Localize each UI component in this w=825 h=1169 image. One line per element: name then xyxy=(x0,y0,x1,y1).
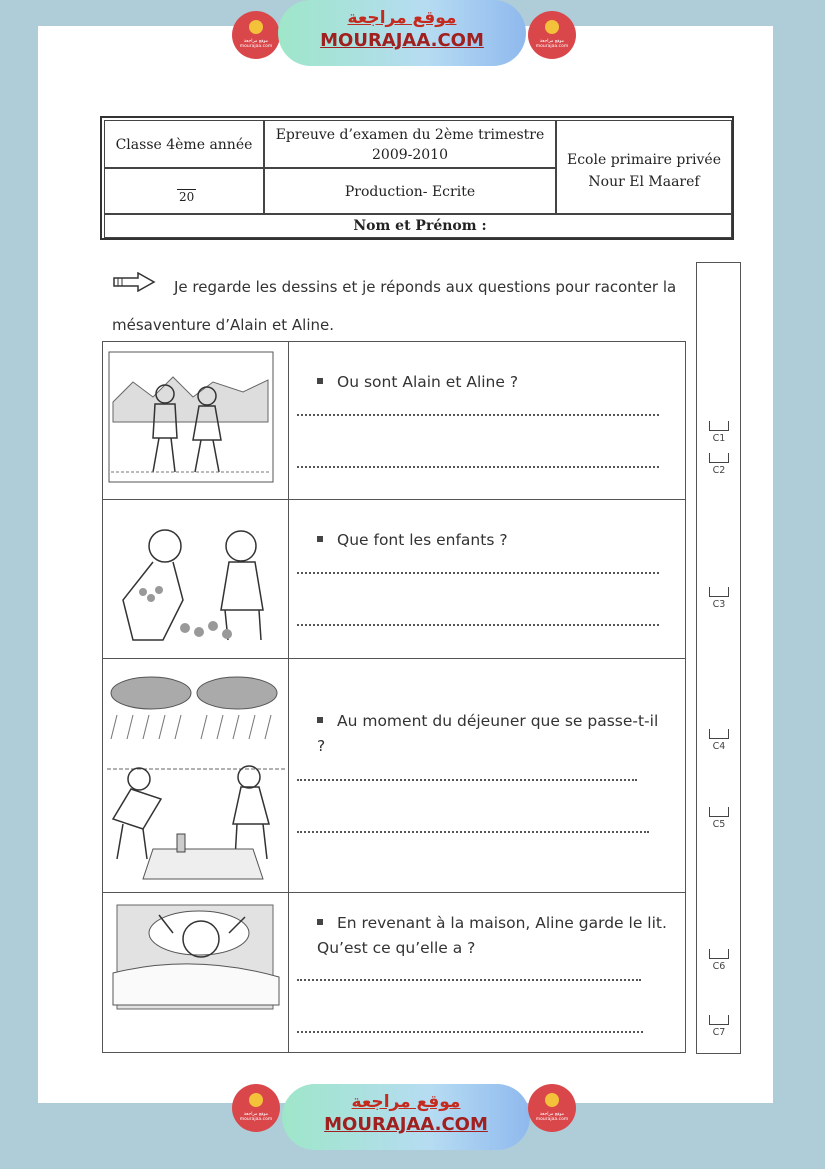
instruction-text: Je regarde les dessins et je réponds aux questions pour raconter la mésaventure d’Alain et Aline. xyxy=(112,278,677,334)
site-logo-right-bottom[interactable]: موقع مراجعة mourajaa.com xyxy=(528,1084,576,1132)
question-row-2 xyxy=(103,500,685,659)
answer-line[interactable] xyxy=(297,1031,643,1033)
exam-header-table xyxy=(100,116,734,240)
site-banner-top[interactable] xyxy=(278,0,526,66)
answer-line[interactable] xyxy=(297,624,659,626)
answer-line[interactable] xyxy=(297,831,649,833)
banner-site-link[interactable]: MOURAJAA.COM xyxy=(320,30,484,51)
picture-2 xyxy=(103,500,289,658)
class-cell: Classe 4ème année xyxy=(104,120,264,168)
criterion-c3[interactable]: C3 xyxy=(709,587,729,610)
criterion-c5[interactable]: C5 xyxy=(709,807,729,830)
site-banner-bottom[interactable] xyxy=(282,1084,530,1150)
picture-3 xyxy=(103,659,289,892)
criterion-c1[interactable]: C1 xyxy=(709,421,729,444)
answer-line[interactable] xyxy=(297,572,659,574)
answer-line[interactable] xyxy=(297,779,637,781)
score-cell xyxy=(104,168,264,214)
question-4: En revenant à la maison, Aline garde le lit. Qu’est ce qu’elle a ? xyxy=(317,914,667,957)
exam-title-cell: Epreuve d’examen du 2ème trimestre 2009-2010 xyxy=(264,120,556,168)
answer-line[interactable] xyxy=(297,414,659,416)
question-2: Que font les enfants ? xyxy=(317,528,667,553)
site-logo-left-top[interactable]: موقع مراجعة mourajaa.com xyxy=(232,11,280,59)
answer-line[interactable] xyxy=(297,466,659,468)
criterion-c4[interactable]: C4 xyxy=(709,729,729,752)
question-row-3 xyxy=(103,659,685,893)
children-picking-flowers-illustration xyxy=(103,500,289,659)
picture-4 xyxy=(103,893,289,1052)
banner-arabic-title: موقع مراجعة xyxy=(347,8,457,28)
question-1: Ou sont Alain et Aline ? xyxy=(317,370,667,395)
rain-picnic-illustration xyxy=(103,659,289,893)
banner-site-link[interactable]: MOURAJAA.COM xyxy=(324,1114,488,1135)
site-logo-right-top[interactable]: موقع مراجعة mourajaa.com xyxy=(528,11,576,59)
site-logo-left-bottom[interactable]: موقع مراجعة mourajaa.com xyxy=(232,1084,280,1132)
name-field[interactable]: Nom et Prénom : xyxy=(104,214,732,238)
subject-cell: Production- Ecrite xyxy=(264,168,556,214)
picture-1 xyxy=(103,342,289,499)
question-row-1 xyxy=(103,342,685,500)
criterion-c2[interactable]: C2 xyxy=(709,453,729,476)
criterion-c7[interactable]: C7 xyxy=(709,1015,729,1038)
question-3: Au moment du déjeuner que se passe-t-il ? xyxy=(317,712,659,755)
criterion-c6[interactable]: C6 xyxy=(709,949,729,972)
answer-line[interactable] xyxy=(297,979,641,981)
question-row-4 xyxy=(103,893,685,1052)
children-walking-illustration xyxy=(103,342,289,500)
question-grid xyxy=(102,341,686,1053)
score-denominator: 20 xyxy=(179,190,195,204)
criteria-column xyxy=(696,262,741,1054)
school-cell: Ecole primaire privée Nour El Maaref xyxy=(556,120,732,214)
banner-arabic-title: موقع مراجعة xyxy=(351,1092,461,1112)
girl-in-bed-illustration xyxy=(103,893,289,1052)
